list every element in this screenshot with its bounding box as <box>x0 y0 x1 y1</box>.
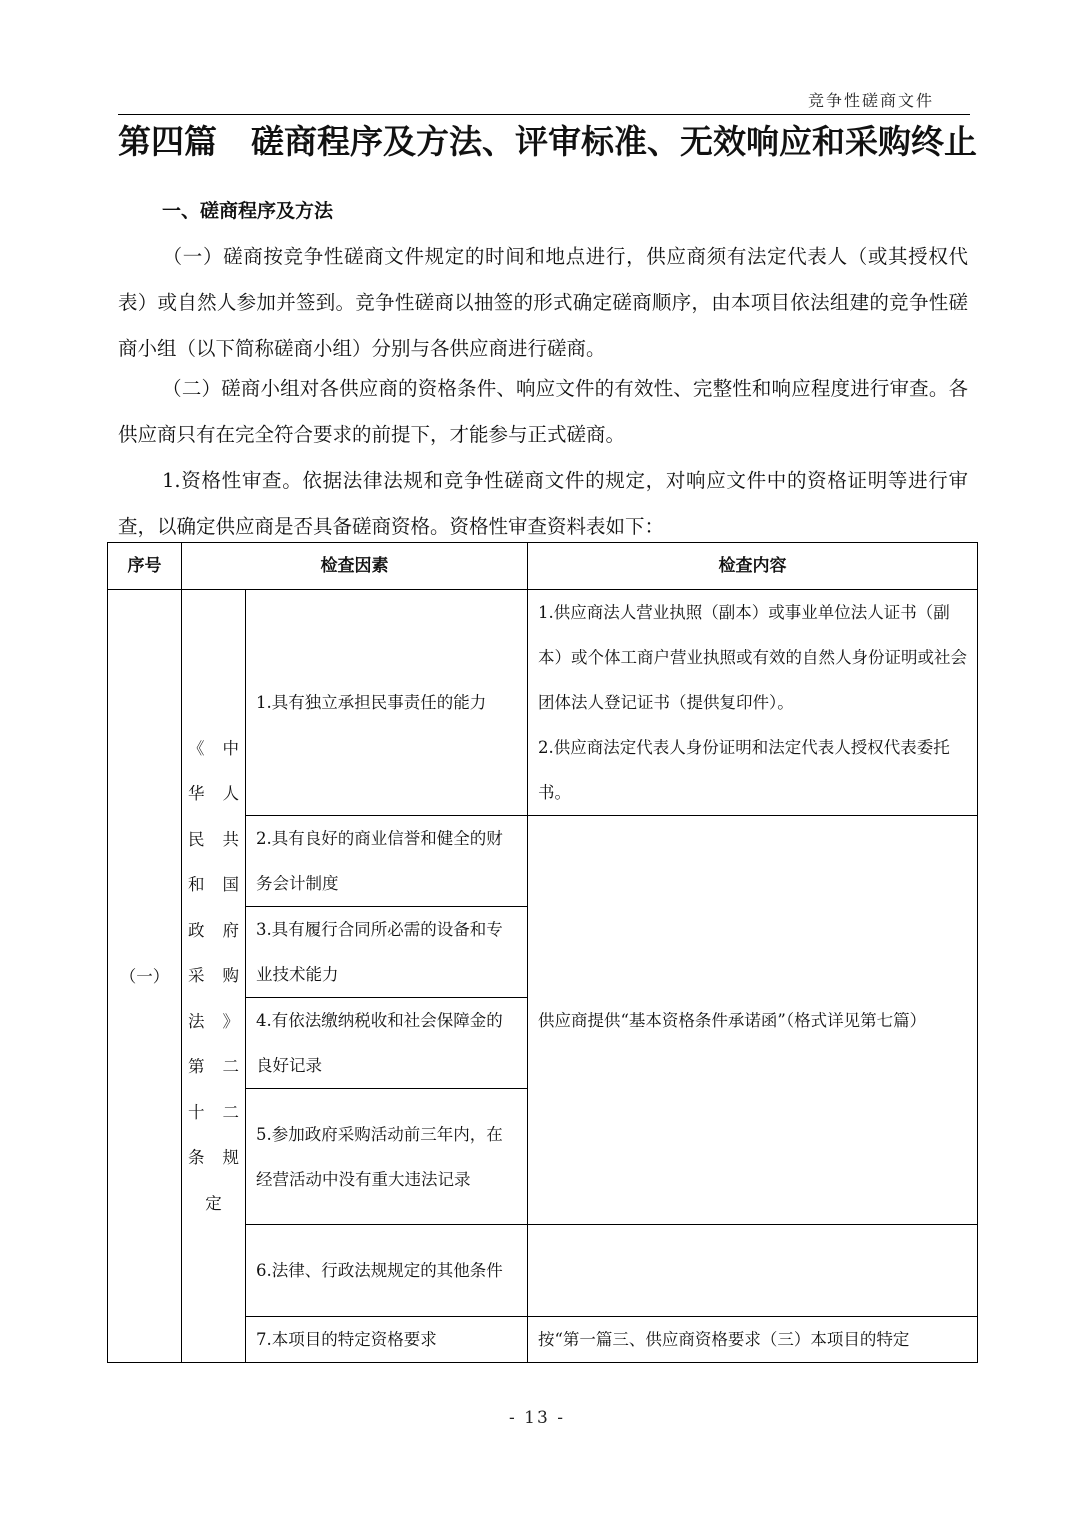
law-text-line: 政府 <box>188 920 257 940</box>
factor-cell: 5.参加政府采购活动前三年内，在经营活动中没有重大违法记录 <box>246 1089 528 1225</box>
law-basis-text <box>182 726 257 1227</box>
law-text-line: 和国 <box>188 875 257 895</box>
law-text-line: 定 <box>205 1193 240 1213</box>
factor-cell: 7.本项目的特定资格要求 <box>246 1317 528 1363</box>
law-text-line: 民共 <box>188 829 257 849</box>
paragraph-3-text: 1.资格性审查。依据法律法规和竞争性磋商文件的规定，对响应文件中的资格证明等进行审查，以确定供应商是否具备磋商资格。资格性审查资料表如下： <box>118 469 968 538</box>
content-line: 2.供应商法定代表人身份证明和法定代表人授权代表委托书。 <box>538 738 950 802</box>
header-content: 检查内容 <box>528 543 978 590</box>
group-number-cell: （一） <box>108 590 182 1363</box>
content-line: 1.供应商法人营业执照（副本）或事业单位法人证书（副本）或个体工商户营业执照或有效的自然人身份证明或社会团体法人登记证书（提供复印件）。 <box>538 603 967 712</box>
paragraph-1 <box>118 234 968 372</box>
law-text-line: 第二 <box>188 1057 257 1077</box>
law-text-line: 《中 <box>188 738 257 758</box>
merged-content-cell: 供应商提供“基本资格条件承诺函”（格式详见第七篇） <box>528 816 978 1225</box>
law-text-line: 法》 <box>188 1011 257 1031</box>
paragraph-2-text: （二）磋商小组对各供应商的资格条件、响应文件的有效性、完整性和响应程度进行审查。各供应商只有在完全符合要求的前提下，才能参与正式磋商。 <box>118 377 968 446</box>
header-doc-title: 竞争性磋商文件 <box>807 91 934 110</box>
table-header-row <box>108 543 978 590</box>
law-text-line: 采购 <box>188 966 257 986</box>
section-heading: 一、磋商程序及方法 <box>162 200 334 222</box>
title-part: 第四篇 <box>118 122 217 161</box>
table-row <box>108 590 978 816</box>
header-divider <box>118 114 970 115</box>
factor-cell: 6.法律、行政法规规定的其他条件 <box>246 1225 528 1317</box>
law-text-line: 条规 <box>188 1148 257 1168</box>
page-title <box>118 116 977 163</box>
law-basis-cell <box>182 590 257 1363</box>
content-cell: 按“第一篇三、供应商资格要求（三）本项目的特定 <box>528 1317 978 1363</box>
paragraph-2 <box>118 366 968 458</box>
factor-cell: 2.具有良好的商业信誉和健全的财务会计制度 <box>246 816 528 907</box>
factor-cell: 1.具有独立承担民事责任的能力 <box>246 590 528 816</box>
paragraph-1-text: （一）磋商按竞争性磋商文件规定的时间和地点进行，供应商须有法定代表人（或其授权代表）或自然人参加并签到。竞争性磋商以抽签的形式确定磋商顺序，由本项目依法组建的竞争性磋商小组（以下简称磋商小组）分别与各供应商进行磋商。 <box>118 245 968 360</box>
title-text: 磋商程序及方法、评审标准、无效响应和采购终止 <box>251 122 977 161</box>
header-factor: 检查因素 <box>182 543 528 590</box>
factor-cell: 4.有依法缴纳税收和社会保障金的良好记录 <box>246 998 528 1089</box>
page-number: - 13 - <box>509 1408 565 1428</box>
law-text-line: 华人 <box>188 784 257 804</box>
paragraph-3 <box>118 458 968 550</box>
content-cell <box>528 590 978 816</box>
law-text-line: 十二 <box>188 1102 257 1122</box>
header-no: 序号 <box>108 543 182 590</box>
factor-cell: 3.具有履行合同所必需的设备和专业技术能力 <box>246 907 528 998</box>
qualification-table <box>107 542 978 1363</box>
content-cell <box>528 1225 978 1317</box>
